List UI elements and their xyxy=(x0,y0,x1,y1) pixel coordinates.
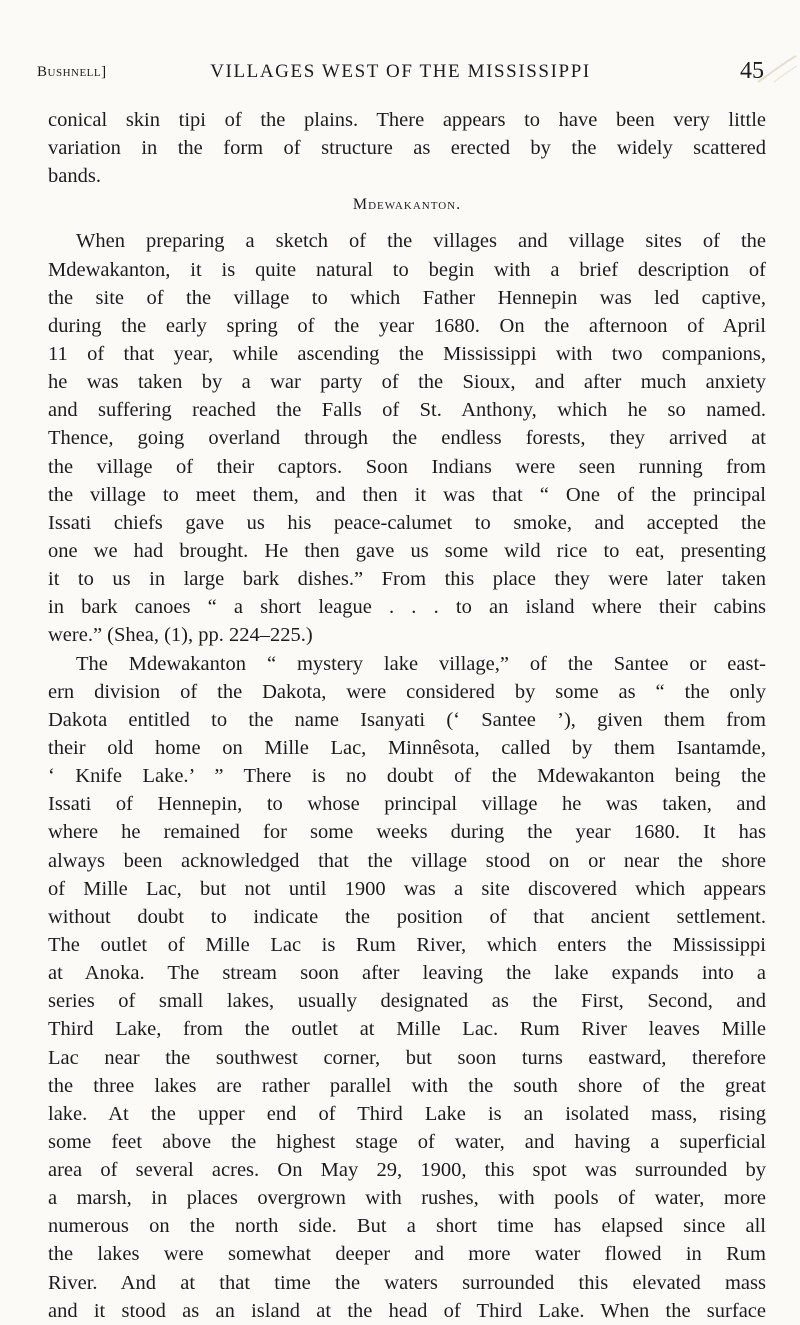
running-head-title: VILLAGES WEST OF THE MISSISSIPPI xyxy=(210,61,591,82)
opening-paragraph xyxy=(48,106,766,190)
text-line: bands. xyxy=(48,165,101,188)
text-line: and it stood as an island at the head of Third Lake. When the surface xyxy=(48,1299,766,1322)
text-line: ‘ Knife Lake.’ ” There is no doubt of the Mdewakanton being the xyxy=(48,765,766,788)
text-line: lake. At the upper end of Third Lake is an isolated mass, rising xyxy=(48,1102,766,1125)
text-line: their old home on Mille Lac, Minnêsota, called by them Isantamde, xyxy=(48,736,766,759)
text-line: he was taken by a war party of the Sioux, and after much anxiety xyxy=(48,371,766,394)
text-line: numerous on the north side. But a short time has elapsed since all xyxy=(48,1215,766,1238)
text-line: series of small lakes, usually designated as the First, Second, and xyxy=(48,990,766,1013)
text-line: the village to meet them, and then it was that “ One of the principal xyxy=(48,483,766,506)
body-text xyxy=(48,106,766,1325)
text-line: where he remained for some weeks during the year 1680. It has xyxy=(48,821,766,844)
text-line: at Anoka. The stream soon after leaving the lake expands into a xyxy=(48,962,766,985)
text-line: one we had brought. He then gave us some wild rice to eat, presenting xyxy=(48,539,766,562)
text-line: area of several acres. On May 29, 1900, this spot was surrounded by xyxy=(48,1159,766,1182)
page-number: 45 xyxy=(740,58,764,84)
section-heading: Mdewakanton. xyxy=(352,196,462,214)
text-line: conical skin tipi of the plains. There appears to have been very little xyxy=(48,109,766,131)
text-line: of Mille Lac, but not until 1900 was a site discovered which appears xyxy=(48,877,766,900)
text-line: the three lakes are rather parallel with the south shore of the great xyxy=(48,1074,766,1097)
text-line: River. And at that time the waters surrounded this elevated mass xyxy=(48,1271,766,1294)
text-line: Mdewakanton, it is quite natural to begin with a brief description of xyxy=(48,258,766,281)
text-line: When preparing a sketch of the villages and village sites of the xyxy=(76,230,766,253)
text-line: during the early spring of the year 1680. On the afternoon of April xyxy=(48,314,766,337)
text-line: The outlet of Mille Lac is Rum River, which enters the Mississippi xyxy=(48,933,766,956)
text-line: always been acknowledged that the village stood on or near the shore xyxy=(48,849,766,872)
text-line: the lakes were somewhat deeper and more water flowed in Rum xyxy=(48,1243,766,1266)
text-line: Thence, going overland through the endless forests, they arrived at xyxy=(48,427,766,450)
text-line: The Mdewakanton “ mystery lake village,” of the Santee or east- xyxy=(76,652,766,675)
text-line: some feet above the highest stage of water, and having a superficial xyxy=(48,1130,766,1153)
text-line: it to us in large bark dishes.” From this place they were later taken xyxy=(48,568,766,591)
paragraph-mille-lac xyxy=(48,650,766,1325)
text-line: the site of the village to which Father Hennepin was led captive, xyxy=(48,286,766,309)
text-line: a marsh, in places overgrown with rushes, with pools of water, more xyxy=(48,1187,766,1210)
text-line: 11 of that year, while ascending the Mississippi with two companions, xyxy=(48,342,766,365)
running-head-author: Bushnell] xyxy=(37,64,107,80)
text-line: without doubt to indicate the position of that ancient settlement. xyxy=(48,905,766,928)
text-line: Lac near the southwest corner, but soon turns eastward, therefore xyxy=(48,1046,766,1069)
text-line: were.” (Shea, (1), pp. 224–225.) xyxy=(48,624,313,647)
text-line: ern division of the Dakota, were considered by some as “ the only xyxy=(48,680,766,703)
text-line: Dakota entitled to the name Isanyati (‘ Santee ’), given them from xyxy=(48,708,766,731)
running-head xyxy=(37,58,764,92)
text-line: the village of their captors. Soon Indians were seen running from xyxy=(48,455,766,478)
paragraph-hennepin xyxy=(48,227,766,649)
text-line: Third Lake, from the outlet at Mille Lac. Rum River leaves Mille xyxy=(48,1018,766,1041)
text-line: variation in the form of structure as erected by the widely scattered xyxy=(48,137,766,160)
text-line: in bark canoes “ a short league . . . to an island where their cabins xyxy=(48,596,766,619)
text-line: Issati chiefs gave us his peace-calumet to smoke, and accepted the xyxy=(48,511,766,534)
text-line: Issati of Hennepin, to whose principal village he was taken, and xyxy=(48,793,766,816)
text-line: and suffering reached the Falls of St. Anthony, which he so named. xyxy=(48,399,766,422)
